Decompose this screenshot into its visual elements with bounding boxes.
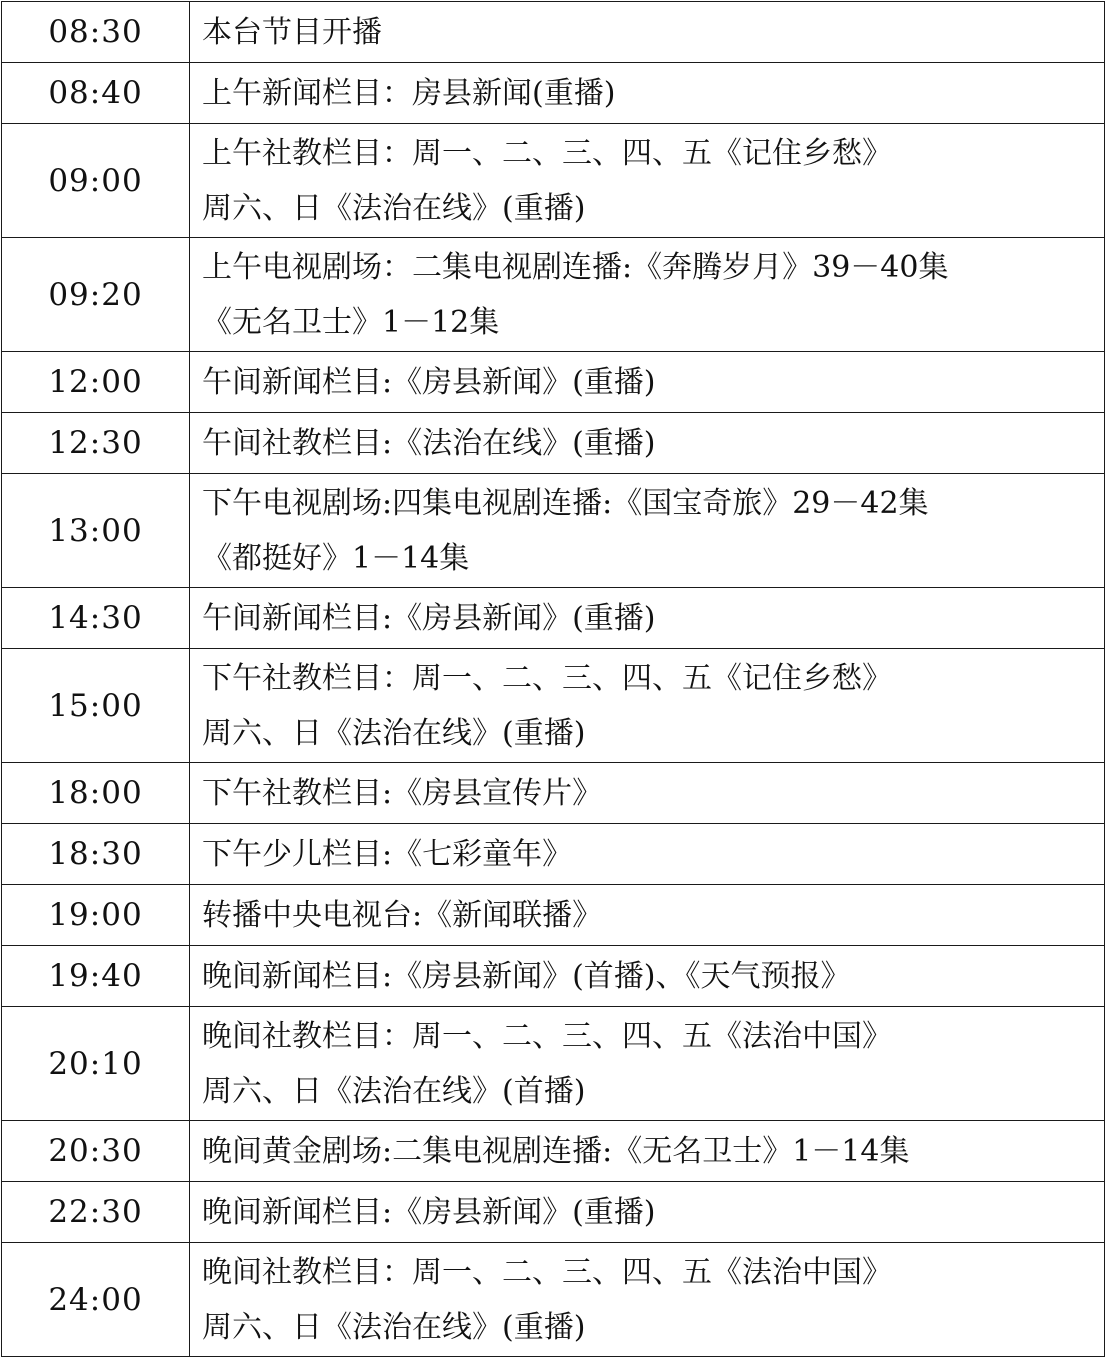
schedule-row — [2, 352, 1105, 413]
program-line: 下午少儿栏目:《七彩童年》 — [202, 836, 573, 872]
time-cell: 13:00 — [2, 474, 190, 588]
program-line: 午间社教栏目:《法治在线》(重播) — [202, 425, 656, 461]
program-line: 转播中央电视台:《新闻联播》 — [202, 897, 603, 933]
time-cell: 09:00 — [2, 124, 190, 238]
program-cell — [190, 1243, 1105, 1357]
program-line: 周六、日《法治在线》(重播) — [202, 715, 586, 751]
schedule-row — [2, 1243, 1105, 1357]
program-cell — [190, 238, 1105, 352]
program-cell — [190, 885, 1105, 946]
program-line: 午间新闻栏目:《房县新闻》(重播) — [202, 364, 656, 400]
program-line: 下午电视剧场:四集电视剧连播:《国宝奇旅》29－42集 — [202, 485, 929, 521]
time-cell: 08:30 — [2, 2, 190, 63]
time-cell: 18:00 — [2, 763, 190, 824]
program-cell — [190, 1007, 1105, 1121]
program-cell — [190, 946, 1105, 1007]
program-cell — [190, 824, 1105, 885]
time-cell: 12:00 — [2, 352, 190, 413]
program-line: 《无名卫士》1－12集 — [202, 304, 500, 340]
tv-schedule-table — [1, 1, 1105, 1357]
schedule-body — [2, 2, 1105, 1357]
schedule-row — [2, 2, 1105, 63]
program-line: 下午社教栏目：周一、二、三、四、五《记住乡愁》 — [202, 660, 892, 696]
program-cell — [190, 352, 1105, 413]
program-line: 晚间社教栏目：周一、二、三、四、五《法治中国》 — [202, 1018, 892, 1054]
schedule-row — [2, 474, 1105, 588]
schedule-row — [2, 763, 1105, 824]
program-cell — [190, 763, 1105, 824]
program-line: 《都挺好》1－14集 — [202, 540, 470, 576]
program-cell — [190, 2, 1105, 63]
program-cell — [190, 474, 1105, 588]
schedule-row — [2, 63, 1105, 124]
program-line: 周六、日《法治在线》(重播) — [202, 190, 586, 226]
time-cell: 15:00 — [2, 649, 190, 763]
program-line: 午间新闻栏目:《房县新闻》(重播) — [202, 600, 656, 636]
program-cell — [190, 413, 1105, 474]
schedule-row — [2, 824, 1105, 885]
time-cell: 19:00 — [2, 885, 190, 946]
time-cell: 08:40 — [2, 63, 190, 124]
time-cell: 19:40 — [2, 946, 190, 1007]
time-cell: 22:30 — [2, 1182, 190, 1243]
program-line: 周六、日《法治在线》(重播) — [202, 1309, 586, 1345]
schedule-row — [2, 1007, 1105, 1121]
time-cell: 09:20 — [2, 238, 190, 352]
program-line: 上午电视剧场：二集电视剧连播:《奔腾岁月》39－40集 — [202, 249, 949, 285]
schedule-row — [2, 1182, 1105, 1243]
program-line: 上午社教栏目：周一、二、三、四、五《记住乡愁》 — [202, 135, 892, 171]
schedule-row — [2, 649, 1105, 763]
schedule-row — [2, 413, 1105, 474]
schedule-row — [2, 946, 1105, 1007]
program-line: 周六、日《法治在线》(首播) — [202, 1073, 586, 1109]
time-cell: 24:00 — [2, 1243, 190, 1357]
program-line: 晚间新闻栏目:《房县新闻》(重播) — [202, 1194, 656, 1230]
program-line: 本台节目开播 — [202, 14, 382, 50]
time-cell: 18:30 — [2, 824, 190, 885]
program-line: 晚间新闻栏目:《房县新闻》(首播)、《天气预报》 — [202, 958, 851, 994]
program-line: 晚间社教栏目：周一、二、三、四、五《法治中国》 — [202, 1254, 892, 1290]
time-cell: 20:30 — [2, 1121, 190, 1182]
program-line: 晚间黄金剧场:二集电视剧连播:《无名卫士》1－14集 — [202, 1133, 910, 1169]
program-cell — [190, 1121, 1105, 1182]
program-cell — [190, 63, 1105, 124]
schedule-row — [2, 124, 1105, 238]
schedule-row — [2, 588, 1105, 649]
program-cell — [190, 649, 1105, 763]
time-cell: 12:30 — [2, 413, 190, 474]
program-line: 下午社教栏目:《房县宣传片》 — [202, 775, 603, 811]
program-line: 上午新闻栏目：房县新闻(重播) — [202, 75, 616, 111]
time-cell: 20:10 — [2, 1007, 190, 1121]
schedule-row — [2, 1121, 1105, 1182]
schedule-row — [2, 885, 1105, 946]
program-cell — [190, 588, 1105, 649]
program-cell — [190, 124, 1105, 238]
schedule-row — [2, 238, 1105, 352]
time-cell: 14:30 — [2, 588, 190, 649]
program-cell — [190, 1182, 1105, 1243]
